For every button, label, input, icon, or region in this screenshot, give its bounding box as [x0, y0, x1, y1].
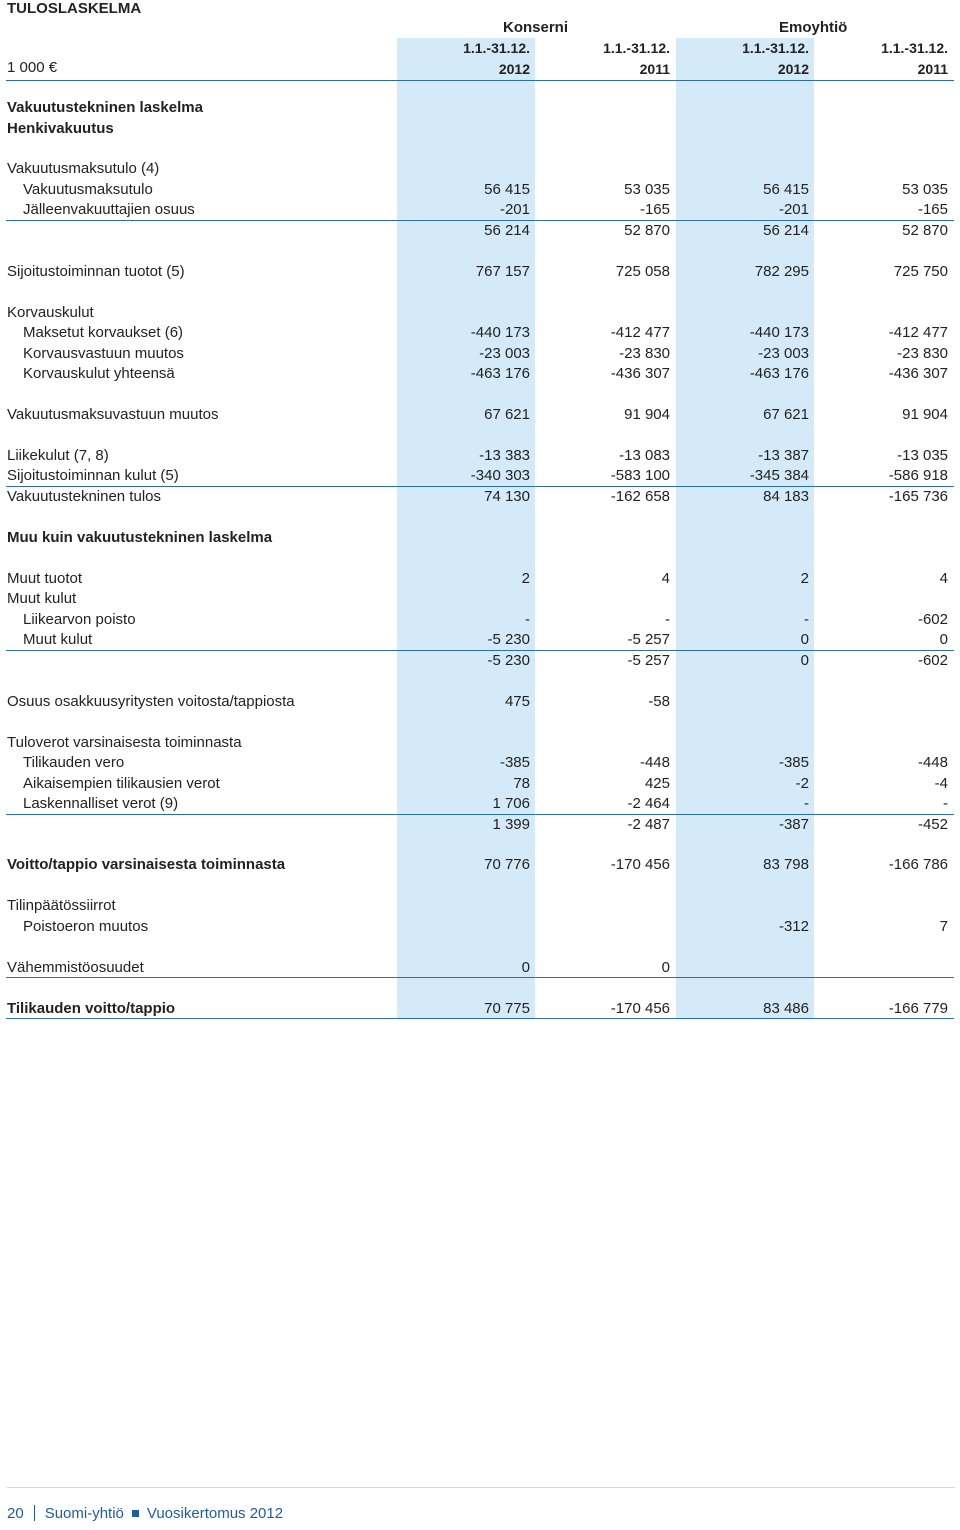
income-statement-table: [0, 98, 960, 1019]
row-value: -463 176: [470, 365, 530, 383]
column-header-period: 1.1.-31.12.: [881, 40, 948, 56]
table-row: [0, 692, 960, 713]
row-label: Korvausvastuun muutos: [23, 344, 184, 362]
row-label: Laskennalliset verot (9): [23, 795, 179, 813]
row-value: -602: [917, 610, 948, 628]
table-row: [0, 896, 960, 917]
row-value: -602: [917, 651, 948, 669]
table-row: [0, 180, 960, 201]
table-row: [0, 917, 960, 938]
row-label: Vakuutustekninen laskelma: [7, 99, 203, 116]
row-label: Sijoitustoiminnan kulut (5): [7, 467, 179, 485]
row-value: -440 173: [749, 324, 809, 342]
row-value: 0: [661, 958, 670, 976]
row-value: -13 383: [479, 446, 530, 464]
row-spacer: [0, 937, 960, 957]
header-rule: [6, 80, 954, 81]
row-value: 1 706: [492, 795, 530, 813]
row-value: 84 183: [763, 487, 809, 505]
table-row: [0, 303, 960, 324]
row-value: 2: [521, 569, 530, 587]
table-row: [0, 753, 960, 774]
row-value: 91 904: [624, 406, 670, 424]
table-row: [0, 262, 960, 283]
row-value: 56 214: [763, 221, 809, 239]
row-value: 83 486: [763, 999, 809, 1017]
row-spacer: [0, 241, 960, 261]
row-value: -13 083: [619, 446, 670, 464]
column-header-year: 2012: [498, 61, 530, 77]
row-value: 725 058: [615, 262, 670, 280]
row-value: 4: [661, 569, 670, 587]
table-row: [0, 466, 960, 487]
row-value: 52 870: [624, 221, 670, 239]
subtotal-row: [0, 651, 960, 672]
column-header-3: [679, 38, 809, 80]
row-label: Muut tuotot: [7, 569, 83, 587]
table-row: [0, 589, 960, 610]
row-spacer: [0, 548, 960, 568]
row-label: Osuus osakkuusyritysten voitosta/tappiosta: [7, 692, 295, 710]
row-value: -436 307: [888, 365, 948, 383]
row-label: Korvauskulut: [7, 303, 94, 321]
row-value: 1 399: [492, 815, 530, 833]
row-label: Muut kulut: [7, 590, 77, 608]
row-value: -452: [917, 815, 948, 833]
unit-label: 1 000 €: [7, 59, 58, 76]
row-value: 767 157: [475, 262, 530, 280]
row-label: Tilinpäätössiirrot: [7, 897, 116, 915]
row-value: -412 477: [610, 324, 670, 342]
row-value: 7: [939, 917, 948, 935]
table-row: [0, 119, 960, 140]
row-label: Jälleenvakuuttajien osuus: [23, 201, 195, 219]
row-value: 56 214: [484, 221, 530, 239]
row-value: -5 257: [627, 631, 670, 649]
row-value: 53 035: [624, 180, 670, 198]
row-spacer: [0, 671, 960, 691]
column-header-period: 1.1.-31.12.: [742, 40, 809, 56]
row-label: Vakuutustekninen tulos: [7, 487, 161, 505]
row-value: -: [943, 795, 948, 813]
row-label: Vakuutusmaksuvastuun muutos: [7, 406, 219, 424]
row-value: 782 295: [754, 262, 809, 280]
group-header-konserni: Konserni: [503, 19, 569, 36]
row-value: -: [665, 610, 670, 628]
table-row: [0, 774, 960, 795]
row-label: Korvauskulut yhteensä: [23, 365, 175, 383]
row-value: -165: [639, 201, 670, 219]
column-header-year: 2011: [917, 61, 948, 77]
row-value: 67 621: [763, 406, 809, 424]
row-value: 74 130: [484, 487, 530, 505]
row-value: -166 779: [888, 999, 948, 1017]
table-row: [0, 364, 960, 385]
row-value: -162 658: [610, 487, 670, 505]
row-value: -: [804, 795, 809, 813]
row-value: 475: [504, 692, 530, 710]
column-header-year: 2012: [777, 61, 809, 77]
column-header-period: 1.1.-31.12.: [603, 40, 670, 56]
footer-separator: [34, 1505, 35, 1521]
row-value: -: [804, 610, 809, 628]
row-label: Vakuutusmaksutulo: [23, 180, 153, 198]
row-value: -436 307: [610, 365, 670, 383]
table-row: [0, 323, 960, 344]
table-row: [0, 855, 960, 876]
column-header-4: [818, 38, 948, 80]
row-value: 52 870: [902, 221, 948, 239]
row-label: Vähemmistöosuudet: [7, 958, 144, 976]
row-value: -23 003: [758, 344, 809, 362]
row-value: -2: [795, 774, 809, 792]
row-value: -586 918: [888, 467, 948, 485]
row-value: -5 230: [487, 651, 530, 669]
group-header-emoyhtio: Emoyhtiö: [779, 19, 848, 36]
row-spacer: [0, 426, 960, 446]
row-value: -385: [778, 754, 809, 772]
table-row: [0, 630, 960, 651]
row-value: 0: [800, 651, 809, 669]
row-label: Sijoitustoiminnan tuotot (5): [7, 262, 185, 280]
row-value: 0: [939, 631, 948, 649]
table-row: [0, 344, 960, 365]
row-label: Aikaisempien tilikausien verot: [23, 774, 220, 792]
row-label: Vakuutusmaksutulo (4): [7, 160, 160, 178]
row-value: -170 456: [610, 999, 670, 1017]
row-value: 0: [800, 631, 809, 649]
row-value: -166 786: [888, 856, 948, 874]
table-row: [0, 999, 960, 1020]
table-row: [0, 487, 960, 508]
row-value: 725 750: [893, 262, 948, 280]
column-header-2: [540, 38, 670, 80]
row-value: -412 477: [888, 324, 948, 342]
row-value: 91 904: [902, 406, 948, 424]
row-spacer: [0, 139, 960, 159]
row-label: Tilikauden vero: [23, 754, 125, 772]
row-value: -2 487: [627, 815, 670, 833]
row-value: 70 775: [484, 999, 530, 1017]
row-label: Liikearvon poisto: [23, 610, 136, 628]
row-spacer: [0, 385, 960, 405]
row-value: -23 003: [479, 344, 530, 362]
row-value: -4: [934, 774, 948, 792]
row-value: -312: [778, 917, 809, 935]
row-value: -583 100: [610, 467, 670, 485]
row-label: Muu kuin vakuutustekninen laskelma: [7, 528, 273, 546]
table-row: [0, 200, 960, 221]
column-header-year: 2011: [639, 61, 670, 77]
row-value: 70 776: [484, 856, 530, 874]
subtotal-row: [0, 815, 960, 836]
table-row: [0, 733, 960, 754]
row-value: -2 464: [627, 795, 670, 813]
row-value: 67 621: [484, 406, 530, 424]
row-value: 83 798: [763, 856, 809, 874]
subtotal-row: [0, 221, 960, 242]
row-value: -23 830: [619, 344, 670, 362]
row-value: -: [525, 610, 530, 628]
row-value: -170 456: [610, 856, 670, 874]
table-row: [0, 98, 960, 119]
row-value: -13 035: [897, 446, 948, 464]
row-label: Muut kulut: [23, 631, 93, 649]
row-spacer: [0, 835, 960, 855]
row-label: Tilikauden voitto/tappio: [7, 999, 176, 1017]
row-label: Henkivakuutus: [7, 119, 114, 137]
row-value: -165 736: [888, 487, 948, 505]
table-row: [0, 958, 960, 979]
row-value: -387: [778, 815, 809, 833]
row-spacer: [0, 876, 960, 896]
row-value: -463 176: [749, 365, 809, 383]
row-label: Liikekulut (7, 8): [7, 446, 109, 464]
row-value: 53 035: [902, 180, 948, 198]
company-name: Suomi-yhtiö: [44, 1505, 124, 1522]
row-value: -13 387: [758, 446, 809, 464]
column-header-period: 1.1.-31.12.: [463, 40, 530, 56]
row-value: 56 415: [484, 180, 530, 198]
row-value: -58: [648, 692, 670, 710]
column-header-1: [400, 38, 530, 80]
square-bullet-icon: [132, 1510, 139, 1517]
row-spacer: [0, 712, 960, 732]
table-row: [0, 528, 960, 549]
row-spacer: [0, 978, 960, 998]
row-value: -165: [917, 201, 948, 219]
row-value: -5 230: [487, 631, 530, 649]
row-value: -340 303: [470, 467, 530, 485]
row-value: 56 415: [763, 180, 809, 198]
row-value: 2: [800, 569, 809, 587]
row-value: 425: [644, 774, 670, 792]
row-value: -448: [917, 754, 948, 772]
row-spacer: [0, 507, 960, 527]
page-number: 20: [7, 1505, 24, 1522]
row-value: -440 173: [470, 324, 530, 342]
table-row: [0, 569, 960, 590]
row-label: Poistoeron muutos: [23, 917, 149, 935]
row-value: 78: [513, 774, 530, 792]
table-row: [0, 794, 960, 815]
table-row: [0, 159, 960, 180]
row-spacer: [0, 282, 960, 302]
row-label: Voitto/tappio varsinaisesta toiminnasta: [7, 856, 286, 874]
row-value: -23 830: [897, 344, 948, 362]
row-value: 4: [939, 569, 948, 587]
row-value: -345 384: [749, 467, 809, 485]
row-label: Maksetut korvaukset (6): [23, 324, 184, 342]
table-row: [0, 446, 960, 467]
page-footer: [7, 1505, 283, 1522]
page-title: TULOSLASKELMA: [7, 0, 142, 17]
row-value: -201: [778, 201, 809, 219]
table-row: [0, 610, 960, 631]
publication-name: Vuosikertomus 2012: [146, 1505, 284, 1522]
row-value: -385: [499, 754, 530, 772]
footer-rule: [7, 1487, 955, 1488]
table-row: [0, 405, 960, 426]
row-label: Tuloverot varsinaisesta toiminnasta: [7, 733, 242, 751]
row-value: -5 257: [627, 651, 670, 669]
row-value: -201: [499, 201, 530, 219]
row-value: -448: [639, 754, 670, 772]
row-value: 0: [521, 958, 530, 976]
